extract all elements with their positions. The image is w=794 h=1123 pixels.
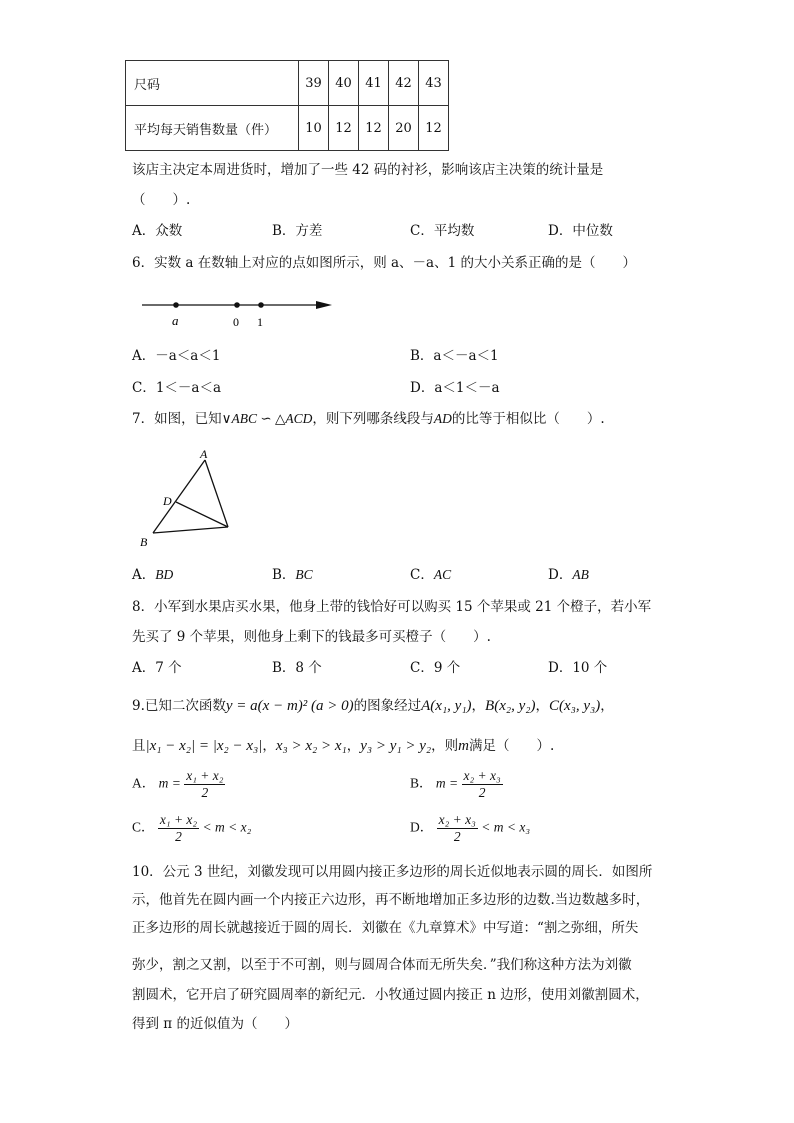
- table-cell: 40: [329, 61, 359, 106]
- size-sales-table: [125, 60, 449, 151]
- table-header-size: 尺码: [126, 61, 299, 106]
- q9-option-d[interactable]: [410, 812, 530, 845]
- q9-prefix: 9.已知二次函数: [132, 698, 226, 714]
- q8-stem-line1: 8．小军到水果店买水果，他身上带的钱恰好可以购买 15 个苹果或 21 个橙子，若小军: [132, 599, 652, 615]
- q9-stem-line1: 9.已知二次函数y = a(x − m)² (a > 0)的图象经过A(x₁, y₁)，B(x₂, y₂)，C(x₃, y₃)，: [132, 698, 614, 714]
- table-cell: 12: [359, 106, 389, 151]
- q10-line: 割圆术，它开启了研究圆周率的新纪元．小牧通过圆内接正 n 边形，使用刘徽割圆术，: [132, 987, 649, 1003]
- q9-cond-then: ，则: [431, 738, 459, 754]
- q8-option-c[interactable]: C．9 个: [410, 660, 461, 676]
- q9-option-b[interactable]: [410, 768, 503, 801]
- q6-option-d[interactable]: D．a＜1＜－a: [410, 380, 500, 396]
- point-one-dot: [258, 302, 264, 308]
- q6-option-a[interactable]: A．－a＜a＜1: [132, 348, 221, 364]
- q10-line: 示，他首先在圆内画一个内接正六边形，再不断地增加正多边形的边数.当边数越多时，: [132, 892, 650, 908]
- table-cell: 12: [419, 106, 449, 151]
- vertex-a-label: A: [200, 447, 208, 461]
- point-zero-dot: [234, 302, 240, 308]
- q9-point-a: A(x₁, y₁): [421, 698, 472, 714]
- option-lhs: m =: [435, 775, 459, 791]
- fraction: [184, 768, 225, 801]
- q7-segment: AD: [433, 411, 452, 426]
- table-cell: 20: [389, 106, 419, 151]
- option-letter: C．: [410, 567, 434, 583]
- option-letter: C．: [132, 819, 155, 835]
- fraction-denominator: 2: [201, 785, 209, 800]
- q9-option-a[interactable]: [132, 768, 225, 801]
- q6-option-b[interactable]: B．a＜－a＜1: [410, 348, 499, 364]
- fraction: [158, 812, 199, 845]
- q10-line: 10．公元 3 世纪，刘徽发现可以用圆内接正多边形的周长近似地表示圆的周长．如图所: [132, 864, 653, 880]
- q7-option-d[interactable]: [548, 565, 589, 585]
- option-value: BC: [295, 567, 313, 582]
- q5-option-a[interactable]: A．众数: [132, 223, 183, 239]
- option-letter: A．: [132, 775, 156, 791]
- table-row: [126, 106, 449, 151]
- fraction-numerator: x₁ + x₂: [186, 768, 224, 783]
- q7-stem: [132, 409, 605, 429]
- option-letter: A．: [132, 567, 156, 583]
- option-letter: D．: [548, 567, 573, 583]
- segment-ab: [153, 460, 205, 533]
- q5-stem-line1: 该店主决定本周进货时，增加了一些 42 码的衬衫，影响该店主决策的统计量是: [132, 162, 604, 178]
- vertex-d-label: D: [163, 494, 172, 508]
- fraction-numerator: x₁ + x₂: [159, 812, 198, 827]
- q5-option-d[interactable]: D．中位数: [548, 223, 613, 239]
- fraction: [462, 768, 503, 801]
- q10-line: 得到 π 的近似值为（ ）: [132, 1016, 298, 1032]
- number-line-figure: [138, 295, 338, 331]
- q9-cond-abs: |x₁ − x₂| = |x₂ − x₃|: [145, 738, 263, 754]
- q5-option-b[interactable]: B．方差: [272, 223, 323, 239]
- q7-option-a[interactable]: [132, 565, 173, 585]
- option-lhs: m =: [158, 775, 181, 791]
- q5-stem-line2: （ ）.: [132, 192, 191, 208]
- table-row: [126, 61, 449, 106]
- fraction-numerator: x₂ + x₃: [438, 812, 476, 827]
- q9-var-m: m: [458, 738, 469, 754]
- table-cell: 10: [299, 106, 329, 151]
- q9-mid: 的图象经过: [353, 698, 422, 714]
- q7-stem-prefix: 7．如图，已知: [132, 411, 222, 427]
- segment-bc: [153, 527, 228, 533]
- q9-cond-end: 满足（ ）.: [468, 738, 555, 754]
- q10-line: 弥少，割之又割，以至于不可割，则与圆周合体而无所失矣．”我们称这种方法为刘徽: [132, 957, 632, 973]
- option-letter: B．: [272, 567, 296, 583]
- fraction: [437, 812, 478, 845]
- q8-option-a[interactable]: A．7 个: [132, 660, 182, 676]
- table-cell: 43: [419, 61, 449, 106]
- label-one: 1: [257, 315, 263, 329]
- table-cell: 42: [389, 61, 419, 106]
- fraction-denominator: 2: [478, 785, 486, 800]
- option-letter: D．: [410, 819, 434, 835]
- q9-stem-line2: 且|x₁ − x₂| = |x₂ − x₃|，x₃ > x₂ > x₁，y₃ > y₁ > y₂，则m满足（ ）.: [132, 738, 555, 754]
- table-cell: 41: [359, 61, 389, 106]
- option-value: AB: [572, 567, 589, 582]
- q9-cond-x: x₃ > x₂ > x₁: [275, 738, 347, 754]
- q7-stem-suffix: ，则下列哪条线段与: [312, 411, 434, 427]
- option-value: BD: [155, 567, 174, 582]
- q10-line: 正多边形的周长就越接近于圆的周长．刘徽在《九章算术》中写道：“割之弥细，所失: [132, 920, 639, 936]
- point-a-dot: [173, 302, 179, 308]
- q8-stem-line2: 先买了 9 个苹果，则他身上剩下的钱最多可买橙子（ ）.: [132, 629, 491, 645]
- label-zero: 0: [233, 315, 239, 329]
- option-rhs: < m < x₃: [481, 819, 531, 835]
- arrow-icon: [316, 301, 332, 309]
- q5-option-c[interactable]: C．平均数: [410, 223, 475, 239]
- q9-option-c[interactable]: [132, 812, 251, 845]
- q8-option-d[interactable]: D．10 个: [548, 660, 608, 676]
- q7-relation: ∨ABC ∽ △ACD: [221, 411, 313, 426]
- q9-point-b: B(x₂, y₂): [485, 698, 536, 714]
- q7-option-c[interactable]: [410, 565, 451, 585]
- q8-option-b[interactable]: B．8 个: [272, 660, 322, 676]
- q7-option-b[interactable]: [272, 565, 313, 585]
- fraction-denominator: 2: [453, 829, 461, 844]
- q6-option-c[interactable]: C．1＜－a＜a: [132, 380, 222, 396]
- table-cell: 12: [329, 106, 359, 151]
- table-cell: 39: [299, 61, 329, 106]
- q9-cond-y: y₃ > y₁ > y₂: [360, 738, 432, 754]
- q9-point-c: C(x₃, y₃): [548, 698, 601, 714]
- fraction-denominator: 2: [175, 829, 182, 844]
- q7-stem-end: 的比等于相似比（ ）.: [451, 411, 605, 427]
- triangle-figure: [136, 445, 246, 550]
- option-letter: B．: [410, 775, 433, 791]
- q9-cond-prefix: 且: [132, 738, 146, 754]
- option-rhs: < m < x₂: [202, 819, 252, 835]
- vertex-b-label: B: [140, 535, 148, 549]
- q9-function: y = a(x − m)² (a > 0): [225, 698, 354, 714]
- label-a: a: [172, 313, 179, 328]
- fraction-numerator: x₂ + x₃: [463, 768, 501, 783]
- q6-stem: 6．实数 a 在数轴上对应的点如图所示，则 a、－a、1 的大小关系正确的是（ ）: [132, 255, 636, 271]
- table-header-sales: 平均每天销售数量（件）: [126, 106, 299, 151]
- option-value: AC: [433, 567, 452, 582]
